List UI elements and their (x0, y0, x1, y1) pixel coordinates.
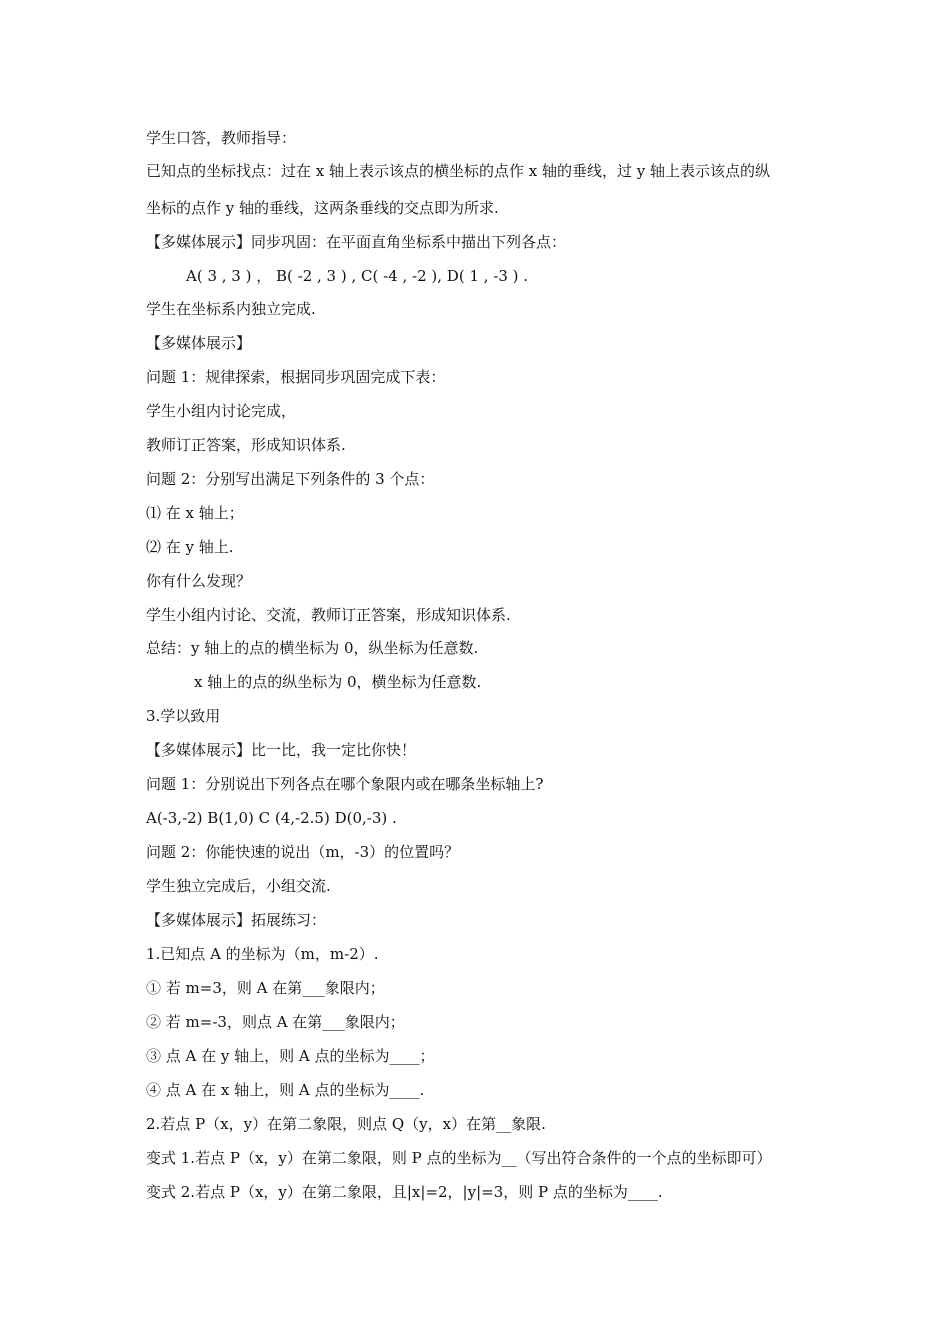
text-line-5: A( 3 , 3 ) ， B( -2 , 3 ) , C( -4 , -2 ), D( 1 , -3 ) . (186, 267, 529, 285)
text-line-29: ④ 点 A 在 x 轴上，则 A 点的坐标为____. (146, 1081, 425, 1099)
text-line-20: 问题 1：分别说出下列各点在哪个象限内或在哪条坐标轴上? (146, 775, 544, 793)
text-line-12: ⑴ 在 x 轴上； (146, 504, 244, 522)
text-line-1: 学生口答，教师指导： (146, 129, 297, 147)
text-line-30: 2.若点 P（x，y）在第二象限，则点 Q（y，x）在第__象限. (146, 1115, 546, 1133)
text-line-31: 变式 1.若点 P（x，y）在第二象限，则 P 点的坐标为__（写出符合条件的一个点的坐标即可） (146, 1149, 772, 1167)
text-line-26: ① 若 m=3，则 A 在第___象限内； (146, 979, 385, 997)
text-line-13: ⑵ 在 y 轴上. (146, 538, 234, 556)
text-line-27: ② 若 m=-3，则点 A 在第___象限内； (146, 1013, 405, 1031)
text-line-23: 学生独立完成后，小组交流. (146, 877, 331, 895)
text-line-4: 【多媒体展示】同步巩固：在平面直角坐标系中描出下列各点： (146, 233, 567, 251)
text-line-25: 1.已知点 A 的坐标为（m，m-2）. (146, 945, 379, 963)
text-line-3: 坐标的点作 y 轴的垂线，这两条垂线的交点即为所求. (146, 199, 499, 217)
text-line-9: 学生小组内讨论完成， (146, 402, 297, 420)
text-line-11: 问题 2：分别写出满足下列条件的 3 个点： (146, 470, 435, 488)
text-line-18: 3.学以致用 (146, 707, 221, 725)
text-line-8: 问题 1：规律探索，根据同步巩固完成下表： (146, 368, 446, 386)
text-line-19: 【多媒体展示】比一比，我一定比你快！ (146, 741, 417, 759)
text-line-28: ③ 点 A 在 y 轴上，则 A 点的坐标为____； (146, 1047, 435, 1065)
text-line-21: A(-3,-2) B(1,0) C (4,-2.5) D(0,-3) . (146, 809, 397, 827)
text-line-16: 总结：y 轴上的点的横坐标为 0，纵坐标为任意数. (146, 639, 479, 657)
text-line-22: 问题 2：你能快速的说出（m，-3）的位置吗？ (146, 843, 460, 861)
text-line-2: 已知点的坐标找点：过在 x 轴上表示该点的横坐标的点作 x 轴的垂线，过 y 轴上表示该点的纵 (146, 162, 771, 180)
text-line-17: x 轴上的点的纵坐标为 0，横坐标为任意数. (194, 673, 482, 691)
text-line-14: 你有什么发现？ (146, 572, 252, 590)
text-line-24: 【多媒体展示】拓展练习： (146, 911, 327, 929)
text-line-7: 【多媒体展示】 (146, 334, 252, 352)
text-line-10: 教师订正答案，形成知识体系. (146, 436, 346, 454)
text-line-6: 学生在坐标系内独立完成. (146, 300, 316, 318)
text-line-32: 变式 2.若点 P（x，y）在第二象限，且|x|=2，|y|=3，则 P 点的坐标为____. (146, 1183, 663, 1201)
text-line-15: 学生小组内讨论、交流，教师订正答案，形成知识体系. (146, 606, 511, 624)
